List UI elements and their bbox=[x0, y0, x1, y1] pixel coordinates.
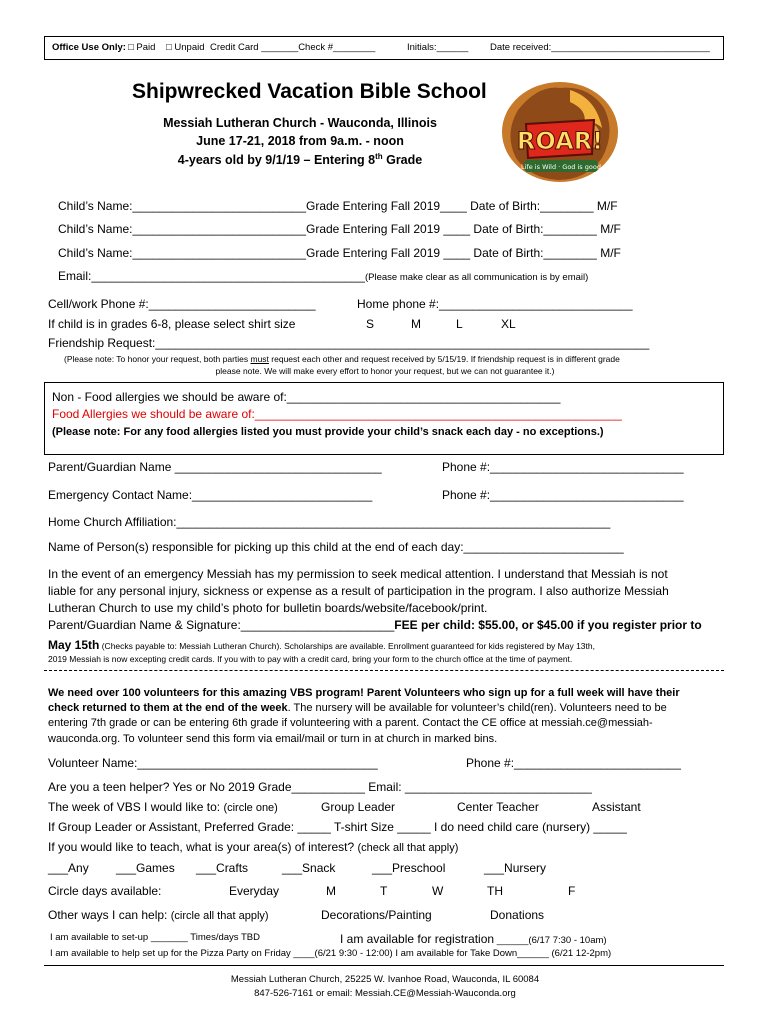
area-crafts[interactable]: ___Crafts bbox=[196, 861, 249, 875]
initials-field[interactable]: Initials:______ bbox=[407, 42, 469, 53]
other-help-label: Other ways I can help: (circle all that apply) bbox=[48, 908, 269, 922]
week-preference-label: The week of VBS I would like to: (circle one) bbox=[48, 800, 278, 814]
child-name-row-3[interactable]: Child’s Name:__________________________Grade Entering Fall 2019 ____ Date of Birth:________ M/F bbox=[58, 246, 621, 260]
consent-line-3: Lutheran Church to use my child’s photo for bulletin boards/website/facebook/print. bbox=[48, 601, 488, 615]
consent-line-1: In the event of an emergency Messiah has my permission to seek medical attention. I understand that Messiah is not bbox=[48, 567, 668, 581]
friendship-note-2: please note. We will make every effort to honor your request, but we can not guarantee it.) bbox=[215, 366, 555, 376]
page-title: Shipwrecked Vacation Bible School bbox=[132, 80, 487, 103]
shirt-size-m[interactable]: M bbox=[411, 317, 421, 331]
emergency-phone-field[interactable]: Phone #:_____________________________ bbox=[442, 488, 684, 502]
home-church-field[interactable]: Home Church Affiliation:_________________________________________________________________ bbox=[48, 515, 611, 529]
day-monday[interactable]: M bbox=[326, 884, 336, 898]
office-use-label: Office Use Only: bbox=[52, 42, 126, 53]
email-note: (Please make clear as all communication is by email) bbox=[364, 272, 589, 283]
day-wednesday[interactable]: W bbox=[432, 884, 444, 898]
shirt-size-xl[interactable]: XL bbox=[501, 317, 516, 331]
area-snack[interactable]: ___Snack bbox=[282, 861, 336, 875]
parent-phone-field[interactable]: Phone #:_____________________________ bbox=[442, 460, 684, 474]
day-thursday[interactable]: TH bbox=[487, 884, 503, 898]
preferred-grade-field[interactable]: If Group Leader or Assistant, Preferred Grade: _____ T-shirt Size _____ I do need child care (nursery) _____ bbox=[48, 820, 627, 834]
footer-contact: 847-526-7161 or email: Messiah.CE@Messiah-Wauconda.org bbox=[254, 988, 516, 999]
child-name-row-2[interactable]: Child’s Name:__________________________Grade Entering Fall 2019 ____ Date of Birth:________ M/F bbox=[58, 222, 621, 236]
friendship-request-field[interactable]: Friendship Request:__________________________________________________________________________ bbox=[48, 336, 650, 350]
credit-check-field[interactable]: Credit Card _______Check #________ bbox=[210, 42, 376, 53]
paid-checkbox[interactable]: □ Paid bbox=[128, 42, 156, 53]
teen-helper-field[interactable]: Are you a teen helper? Yes or No 2019 Grade___________ Email: ____________________________ bbox=[48, 780, 592, 794]
cut-line bbox=[44, 670, 724, 671]
setup-field[interactable]: I am available to set-up _______ Times/days TBD bbox=[50, 932, 260, 943]
day-friday[interactable]: F bbox=[568, 884, 576, 898]
area-games[interactable]: ___Games bbox=[116, 861, 175, 875]
days-label: Circle days available: bbox=[48, 884, 162, 898]
friendship-note-1: (Please note: To honor your request, both parties must request each other and request received by 5/15/19. If friendship request is in different grade bbox=[64, 354, 620, 364]
option-group-leader[interactable]: Group Leader bbox=[321, 800, 396, 814]
shirt-size-s[interactable]: S bbox=[366, 317, 375, 331]
option-donations[interactable]: Donations bbox=[490, 908, 545, 922]
consent-line-2: liable for any personal injury, sickness or expense as a result of participation in the program. I also authorize Messiah bbox=[48, 584, 669, 598]
shirt-size-label: If child is in grades 6-8, please select shirt size bbox=[48, 317, 296, 331]
non-food-allergy-field[interactable]: Non - Food allergies we should be aware of:_________________________________________ bbox=[52, 390, 561, 404]
unpaid-checkbox[interactable]: □ Unpaid bbox=[166, 42, 205, 53]
roar-logo bbox=[498, 80, 620, 188]
footer-divider bbox=[44, 965, 724, 966]
dates-line: June 17-21, 2018 from 9a.m. - noon bbox=[196, 134, 404, 148]
day-everyday[interactable]: Everyday bbox=[229, 884, 280, 898]
shirt-size-l[interactable]: L bbox=[456, 317, 463, 331]
date-received-field[interactable]: Date received:______________________________ bbox=[490, 42, 710, 53]
age-line: 4-years old by 9/1/19 – Entering 8th Grade bbox=[177, 152, 423, 168]
volunteer-heading-3: entering 7th grade or can be entering 6th grade if volunteering with a parent. Contact the CE office at messiah.ce@messiah- bbox=[48, 717, 653, 729]
volunteer-name-field[interactable]: Volunteer Name:____________________________________ bbox=[48, 756, 378, 770]
volunteer-heading-2: check returned to them at the end of the week. The nursery will be available for volunteer’s child(ren). Volunteers need to be bbox=[48, 702, 667, 714]
footer-address: Messiah Lutheran Church, 25225 W. Ivanhoe Road, Wauconda, IL 60084 bbox=[230, 974, 540, 985]
signature-field[interactable]: Parent/Guardian Name & Signature:_______________________FEE per child: $55.00, or $45.00 if you register prior to bbox=[48, 618, 702, 632]
cell-phone-field[interactable]: Cell/work Phone #:_________________________ bbox=[48, 297, 316, 311]
pickup-person-field[interactable]: Name of Person(s) responsible for picking up this child at the end of each day:________________________ bbox=[48, 540, 624, 554]
pizza-party-field[interactable]: I am available to help set up for the Pizza Party on Friday ____(6/21 9:30 - 12:00) I am available for Take Down______ (6/21 12-2pm) bbox=[50, 948, 612, 959]
home-phone-field[interactable]: Home phone #:_____________________________ bbox=[357, 297, 633, 311]
teach-interest-label: If you would like to teach, what is your area(s) of interest? (check all that apply) bbox=[48, 840, 459, 854]
parent-name-field[interactable]: Parent/Guardian Name _______________________________ bbox=[48, 460, 382, 474]
church-line: Messiah Lutheran Church - Wauconda, Illinois bbox=[163, 116, 437, 130]
email-field[interactable]: Email:_________________________________________(Please make clear as all communication is by email) bbox=[58, 269, 589, 283]
volunteer-heading-1: We need over 100 volunteers for this amazing VBS program! Parent Volunteers who sign up for a full week will have their bbox=[48, 687, 680, 699]
area-nursery[interactable]: ___Nursery bbox=[484, 861, 547, 875]
volunteer-phone-field[interactable]: Phone #:_________________________ bbox=[466, 756, 681, 770]
food-allergy-field[interactable]: Food Allergies we should be aware of:_______________________________________________________ bbox=[52, 407, 622, 421]
option-decorations[interactable]: Decorations/Painting bbox=[321, 908, 432, 922]
registration-field[interactable]: I am available for registration ______(6/17 7:30 - 10am) bbox=[340, 932, 607, 946]
fee-text: FEE per child: $55.00, or $45.00 if you register prior to bbox=[394, 618, 702, 632]
logo-text: ROAR! bbox=[516, 127, 604, 155]
volunteer-heading-4: wauconda.org. To volunteer send this form via email/mail or turn in at church in marked bins. bbox=[48, 733, 498, 745]
area-any[interactable]: ___Any bbox=[48, 861, 89, 875]
day-tuesday[interactable]: T bbox=[380, 884, 388, 898]
emergency-contact-field[interactable]: Emergency Contact Name:___________________________ bbox=[48, 488, 373, 502]
payment-note: 2019 Messiah is now excepting credit cards. If you with to pay with a credit card, bring your form to the church office at the time of payment. bbox=[48, 654, 573, 664]
area-preschool[interactable]: ___Preschool bbox=[372, 861, 446, 875]
logo-tagline: Life is Wild · God is good bbox=[521, 163, 601, 171]
allergy-note: (Please note: For any food allergies listed you must provide your child’s snack each day - no exceptions.) bbox=[52, 426, 604, 438]
option-assistant[interactable]: Assistant bbox=[592, 800, 641, 814]
option-center-teacher[interactable]: Center Teacher bbox=[457, 800, 539, 814]
may-15-line: May 15th (Checks payable to: Messiah Lutheran Church). Scholarships are available. Enrollment guaranteed for kids registered by May 13th, bbox=[48, 638, 595, 652]
child-name-row-1[interactable]: Child’s Name:__________________________Grade Entering Fall 2019____ Date of Birth:________ M/F bbox=[58, 199, 618, 213]
